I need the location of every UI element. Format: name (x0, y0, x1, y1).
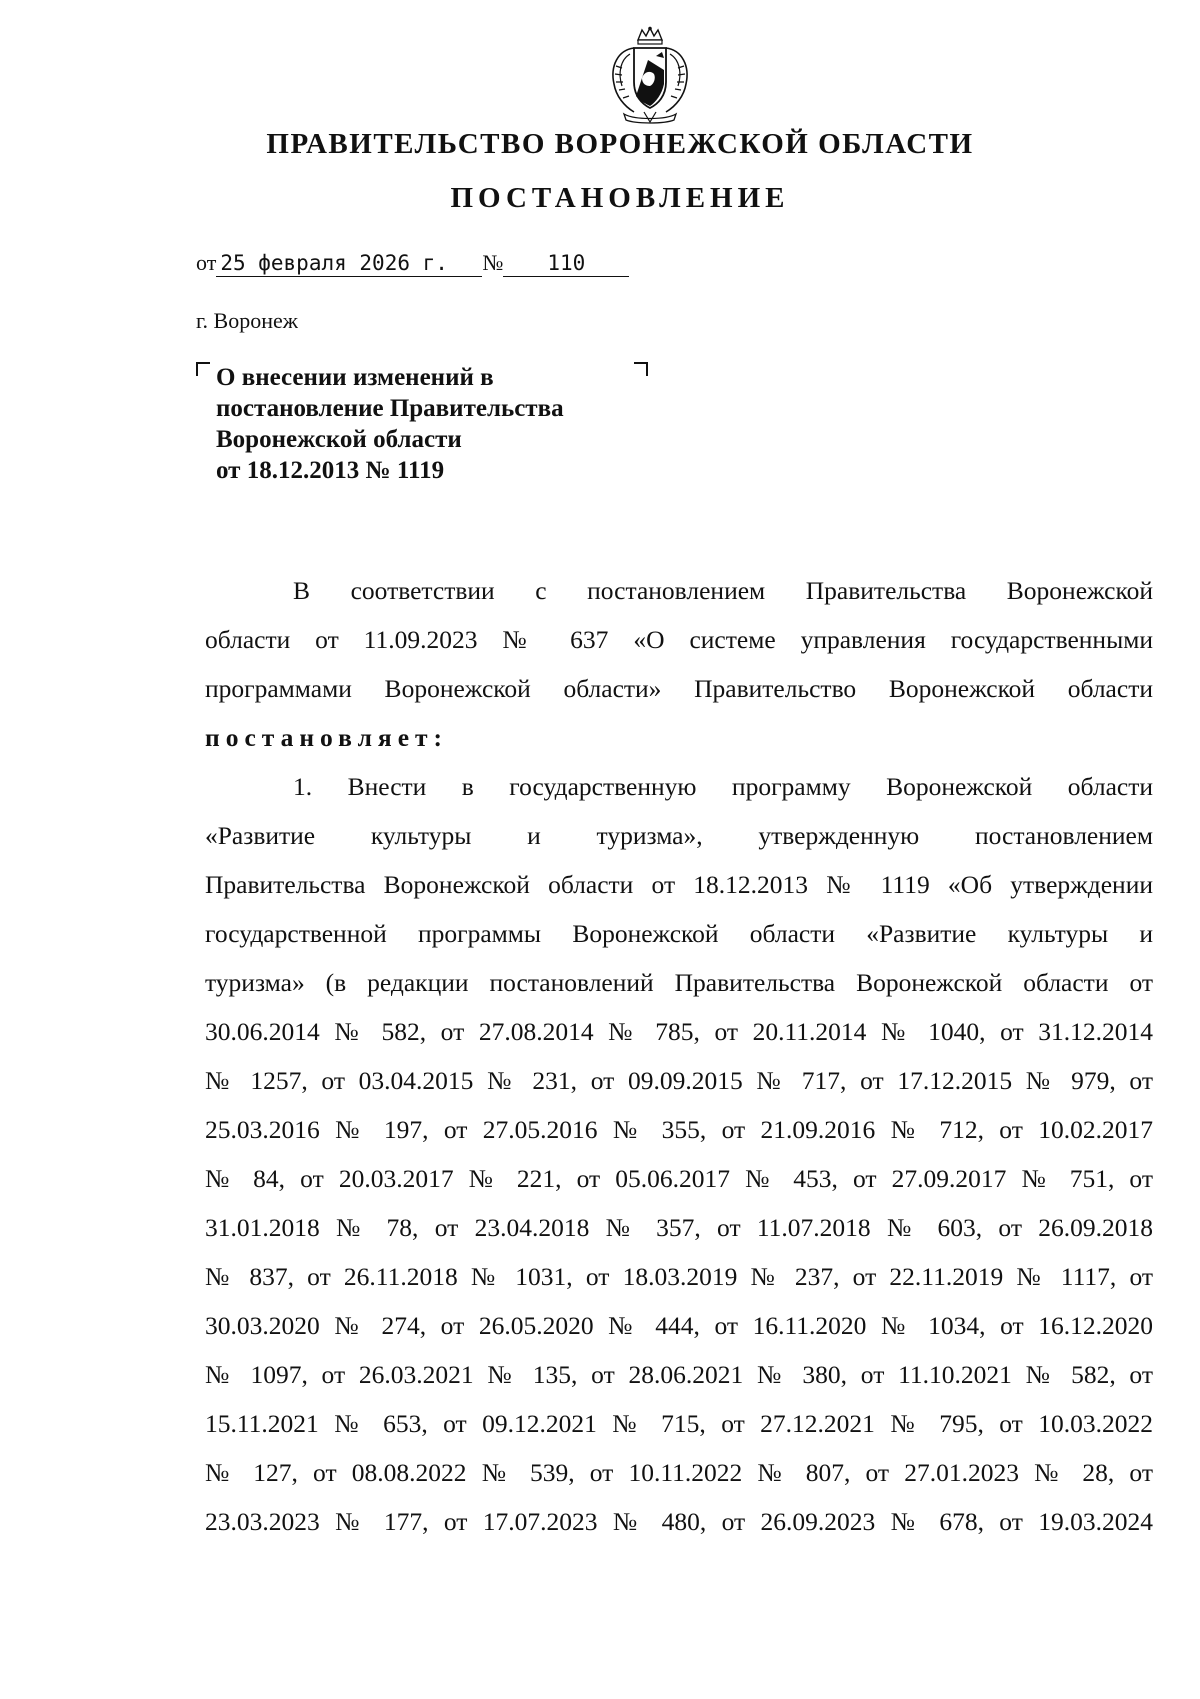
body-line: Правительства Воронежской области от 18.12.2013 № 1119 «Об утверждении (205, 870, 1153, 899)
city-line: г. Воронеж (196, 308, 298, 333)
subject-line: Воронежской области (216, 426, 462, 453)
number-sign: № (482, 250, 504, 275)
body-line: 31.01.2018 № 78, от 23.04.2018 № 357, от 11.07.2018 № 603, от 26.09.2018 (205, 1213, 1153, 1242)
document-date: 25 февраля 2026 г. (216, 250, 482, 277)
body-line: В соответствии с постановлением Правительства Воронежской (293, 576, 1153, 605)
body-line: «Развитие культуры и туризма», утвержденную постановлением (205, 821, 1153, 850)
document-subject (216, 362, 636, 486)
body-line: 30.06.2014 № 582, от 27.08.2014 № 785, от 20.11.2014 № 1040, от 31.12.2014 (205, 1017, 1153, 1046)
body-line: 1. Внести в государственную программу Воронежской области (293, 772, 1153, 801)
subject-line: постановление Правительства (216, 395, 564, 422)
body-line: 15.11.2021 № 653, от 09.12.2021 № 715, от 27.12.2021 № 795, от 10.03.2022 (205, 1409, 1153, 1438)
subject-line: от 18.12.2013 № 1119 (216, 457, 445, 484)
body-line: туризма» (в редакции постановлений Правительства Воронежской области от (205, 968, 1153, 997)
body-line: № 1257, от 03.04.2015 № 231, от 09.09.2015 № 717, от 17.12.2015 № 979, от (205, 1066, 1153, 1095)
body-line: 30.03.2020 № 274, от 26.05.2020 № 444, от 16.11.2020 № 1034, от 16.12.2020 (205, 1311, 1153, 1340)
subject-corner-left (196, 362, 210, 376)
document-number: 110 (503, 250, 629, 277)
date-number-line (196, 250, 629, 277)
resolution-word: постановляет: (205, 723, 449, 752)
body-line: № 84, от 20.03.2017 № 221, от 05.06.2017 № 453, от 27.09.2017 № 751, от (205, 1164, 1153, 1193)
body-line: области от 11.09.2023 № 637 «О системе управления государственными (205, 625, 1153, 654)
document-body (205, 566, 1153, 1546)
subject-corner-right (634, 362, 648, 376)
subject-line: О внесении изменений в (216, 364, 494, 391)
organization-title: ПРАВИТЕЛЬСТВО ВОРОНЕЖСКОЙ ОБЛАСТИ (266, 128, 974, 160)
body-line: государственной программы Воронежской области «Развитие культуры и (205, 919, 1153, 948)
voronezh-coat-of-arms-icon (604, 26, 696, 126)
body-line: № 1097, от 26.03.2021 № 135, от 28.06.2021 № 380, от 11.10.2021 № 582, от (205, 1360, 1153, 1389)
body-line: 23.03.2023 № 177, от 17.07.2023 № 480, от 26.09.2023 № 678, от 19.03.2024 (205, 1507, 1153, 1536)
date-prefix: от (196, 250, 217, 275)
document-type-heading: ПОСТАНОВЛЕНИЕ (450, 182, 790, 214)
body-line: программами Воронежской области» Правительство Воронежской области (205, 674, 1153, 703)
body-line: 25.03.2016 № 197, от 27.05.2016 № 355, от 21.09.2016 № 712, от 10.02.2017 (205, 1115, 1153, 1144)
body-line: № 837, от 26.11.2018 № 1031, от 18.03.2019 № 237, от 22.11.2019 № 1117, от (205, 1262, 1153, 1291)
body-line: № 127, от 08.08.2022 № 539, от 10.11.2022 № 807, от 27.01.2023 № 28, от (205, 1458, 1153, 1487)
